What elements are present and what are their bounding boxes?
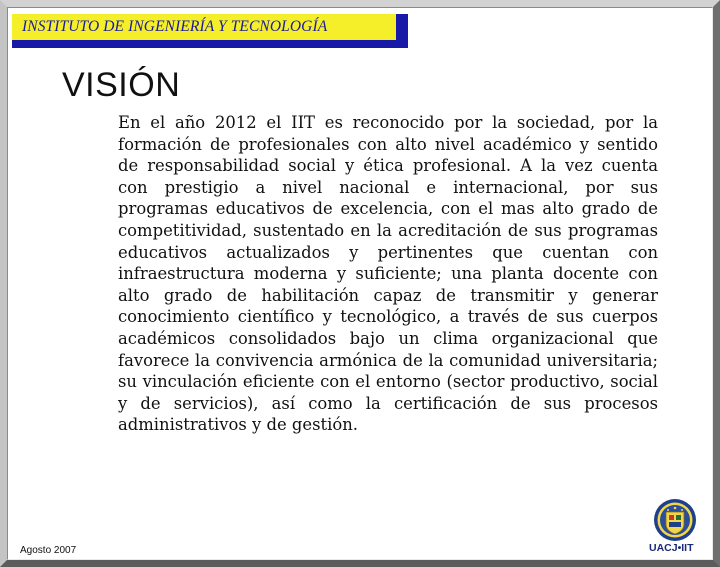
- university-seal-icon: [653, 498, 697, 542]
- vision-paragraph: En el año 2012 el IIT es reconocido por la sociedad, por la formación de profesionales con alto nivel académico y sentido de responsabilidad social y ética profesional. A la vez cuenta con prestigio a nivel nacional e internacional, por sus programas educativos de excelencia, con el mas alto grado de competitividad, sustentado en la acreditación de sus programas educativos actualizados y pertinentes que cuentan con infraestructura moderna y suficiente; una planta docente con alto grado de habilitación capaz de transmitir y generar conocimiento científico y tecnológico, a través de sus cuerpos académicos consolidados bajo un clima organizacional que favorece la convivencia armónica de la comunidad universitaria; su vinculación eficiente con el entorno (sector productivo, social y de servicios), así como la certificación de sus procesos administrativos y de gestión.: [118, 113, 658, 435]
- header-banner: [12, 14, 408, 48]
- page-title: VISIÓN: [62, 66, 181, 104]
- footer-logo-text: UACJ•IIT: [649, 542, 694, 554]
- footer-date: Agosto 2007: [20, 545, 77, 556]
- institute-name: INSTITUTO DE INGENIERÍA Y TECNOLOGÍA: [22, 18, 328, 35]
